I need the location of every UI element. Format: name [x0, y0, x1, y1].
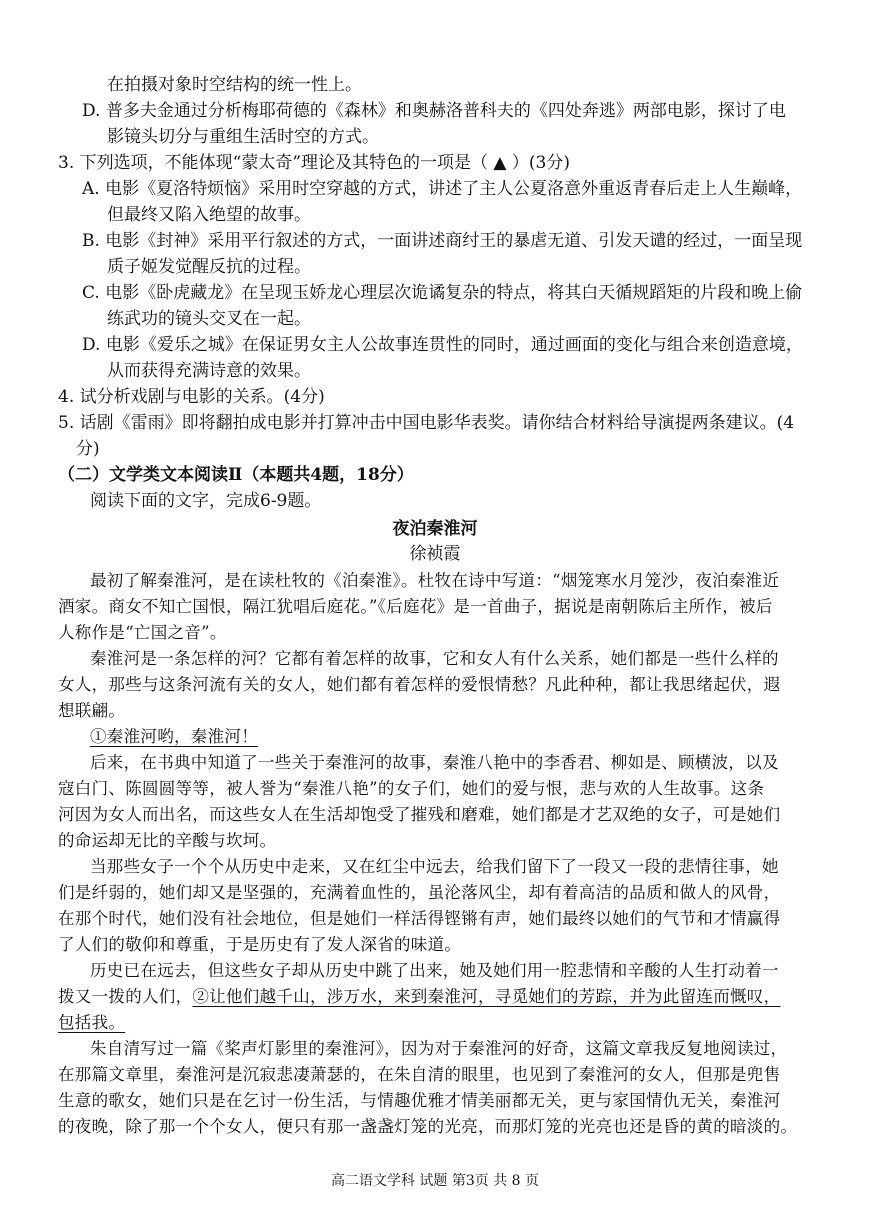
option-c-continuation: 在拍摄对象时空结构的统一性上。 — [107, 75, 362, 95]
article-author: 徐祯霞 — [409, 544, 461, 564]
underlined-sentence-2-end: 包括我。 — [58, 1013, 126, 1032]
paragraph-1-line: 人称作是“亡国之音”。 — [58, 623, 227, 642]
paragraph-6-line: 历史已在远去，但这些女子却从历史中跳了出来，她及她们用一腔悲情和辛酸的人生打动着一 — [90, 961, 779, 980]
paragraph-1-line: 最初了解秦淮河，是在读杜牧的《泊秦淮》。杜牧在诗中写道：“烟笼寒水月笼沙，夜泊秦淮近 — [90, 571, 780, 590]
question-3-stem: 3. 下列选项，不能体现“蒙太奇”理论及其特色的一项是（ ▲ ）(3分) — [58, 153, 570, 173]
paragraph-6-text: 拨又一拨的人们， — [58, 987, 193, 1006]
paragraph-7-line: 生意的歌女，她们只是在乞讨一份生活，与情趣优雅才情美丽都无关，更与家国情仇无关，秦淮河 — [58, 1091, 781, 1110]
option-d-line-1: D. 电影《爱乐之城》在保证男女主人公故事连贯性的同时，通过画面的变化与组合来创造意境， — [82, 335, 803, 355]
option-a-line-2: 但最终又陷入绝望的故事。 — [107, 205, 311, 225]
paragraph-4-line: 河因为女人而出名，而这些女人在生活却饱受了摧残和磨难，她们都是才艺双绝的女子，可是她们 — [58, 805, 781, 824]
page-footer: 高二语文学科 试题 第3页 共 8 页 — [330, 1173, 540, 1189]
option-d-line-1: D. 普多夫金通过分析梅耶荷德的《森林》和奥赫洛普科夫的《四处奔逃》两部电影，探讨了电 — [82, 101, 786, 121]
paragraph-7-line: 的夜晚，除了那一个个女人，便只有那一盏盏灯笼的光亮，而那灯笼的光亮也还是昏的黄的暗淡的。 — [58, 1117, 798, 1136]
section-intro: 阅读下面的文字，完成6-9题。 — [90, 491, 322, 511]
question-5-line-1: 5. 话剧《雷雨》即将翻拍成电影并打算冲击中国电影华表奖。请你结合材料给导演提两条建议。(4 — [58, 413, 795, 433]
paragraph-5-line: 在那个时代，她们没有社会地位，但是她们一样活得铿锵有声，她们最终以她们的气节和才情赢得 — [58, 909, 781, 928]
paragraph-5-line: 们是纤弱的，她们却又是坚强的，充满着血性的，虽沦落风尘，却有着高洁的品质和做人的风骨， — [58, 883, 781, 902]
paragraph-4-line: 后来，在书典中知道了一些关于秦淮河的故事，秦淮八艳中的李香君、柳如是、顾横波，以及 — [90, 753, 779, 772]
paragraph-2-line: 女人，那些与这条河流有关的女人，她们都有着怎样的爱恨情愁？凡此种种，都让我思绪起伏，遐 — [58, 675, 781, 694]
paragraph-2-line: 想联翩。 — [58, 701, 126, 720]
option-b-line-2: 质子姬发觉醒反抗的过程。 — [107, 257, 311, 277]
paragraph-5-line: 当那些女子一个个从历史中走来，又在红尘中远去，给我们留下了一段又一段的悲情往事，她 — [90, 857, 779, 876]
paragraph-5-line: 了人们的敬仰和尊重，于是历史有了发人深省的味道。 — [58, 935, 462, 954]
paragraph-4-line: 寇白门、陈圆圆等等，被人誉为“秦淮八艳”的女子们，她们的爱与恨，悲与欢的人生故事。这条 — [58, 779, 765, 798]
question-5-line-2: 分) — [76, 439, 100, 459]
question-4: 4. 试分析戏剧与电影的关系。(4分) — [58, 387, 325, 407]
option-d-line-2: 从而获得充满诗意的效果。 — [107, 361, 311, 381]
article-title: 夜泊秦淮河 — [392, 519, 478, 539]
section-heading: （二）文学类文本阅读Ⅱ（本题共4题，18分） — [58, 465, 414, 485]
option-b-line-1: B. 电影《封神》采用平行叙述的方式，一面讲述商纣王的暴虐无道、引发天谴的经过，一面呈现 — [82, 231, 803, 251]
paragraph-6-line — [58, 984, 780, 1010]
underlined-sentence-1: ①秦淮河哟，秦淮河！ — [90, 727, 258, 746]
option-d-line-2: 影镜头切分与重组生活时空的方式。 — [107, 127, 379, 147]
option-c-line-1: C. 电影《卧虎藏龙》在呈现玉娇龙心理层次诡谲复杂的特点，将其白天循规蹈矩的片段和晚上偷 — [82, 283, 803, 303]
paragraph-2-line: 秦淮河是一条怎样的河？它都有着怎样的故事，它和女人有什么关系，她们都是一些什么样的 — [90, 649, 779, 668]
option-c-line-2: 练武功的镜头交叉在一起。 — [107, 309, 311, 329]
paragraph-7-line: 在那篇文章里，秦淮河是沉寂悲凄萧瑟的，在朱自清的眼里，也见到了秦淮河的女人，但那是兜售 — [58, 1065, 781, 1084]
underlined-sentence-2: ②让他们越千山，涉万水，来到秦淮河，寻觅她们的芳踪，并为此留连而慨叹， — [192, 987, 781, 1006]
paragraph-4-line: 的命运却无比的辛酸与坎坷。 — [58, 831, 277, 850]
paragraph-1-line: 酒家。商女不知亡国恨，隔江犹唱后庭花。”《后庭花》是一首曲子，据说是南朝陈后主所作，被后 — [58, 597, 773, 616]
paragraph-7-line: 朱自清写过一篇《桨声灯影里的秦淮河》，因为对于秦淮河的好奇，这篇文章我反复地阅读过， — [90, 1039, 788, 1058]
option-a-line-1: A. 电影《夏洛特烦恼》采用时空穿越的方式，讲述了主人公夏洛意外重返青春后走上人生巅峰， — [82, 179, 803, 199]
